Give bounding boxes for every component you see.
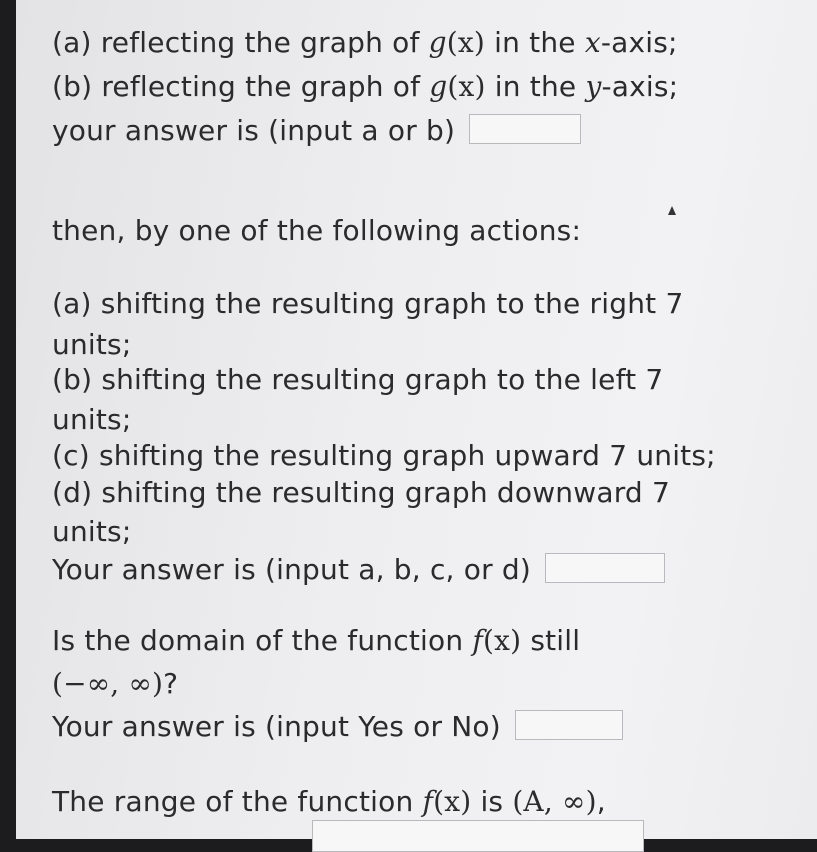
range-answer-input[interactable] [312,820,644,852]
domain-question [52,624,580,658]
range-interval: (A, ∞) [512,785,597,818]
question-mark: ? [163,667,179,700]
shift-option-c: (c) shifting the resulting graph upward 7 units; [52,439,716,472]
mouse-cursor-icon [668,206,676,215]
domain-answer-row [52,710,623,744]
reflect-answer-prompt: your answer is (input a or b) [52,114,456,147]
function-arg: (x) [482,624,522,657]
worksheet-page [16,0,817,839]
reflect-option-a [52,26,678,60]
range-question-text: The range of the function [52,785,423,818]
function-arg: (x) [433,785,472,818]
range-question [52,785,606,819]
reflect-answer-input[interactable] [469,114,581,144]
reflect-option-b-end: -axis; [601,70,679,103]
shift-option-d-cont: units; [52,515,132,548]
shift-option-d: (d) shifting the resulting graph downward 7 [52,476,671,509]
reflect-option-b [52,70,678,104]
function-arg: (x) [446,26,486,59]
axis-name: y [585,70,602,103]
shift-option-a-cont: units; [52,328,132,361]
function-arg: (x) [447,70,486,103]
shift-option-a: (a) shifting the resulting graph to the right 7 [52,287,684,320]
range-question-end: , [596,785,606,818]
axis-name: x [584,26,601,59]
shift-option-b: (b) shifting the resulting graph to the left 7 [52,363,664,396]
domain-question-text: Is the domain of the function [52,624,473,657]
domain-answer-prompt: Your answer is (input Yes or No) [52,710,501,743]
function-name: g [428,26,447,59]
reflect-option-a-text: (a) reflecting the graph of [52,26,429,59]
shift-answer-prompt: Your answer is (input a, b, c, or d) [52,553,531,586]
reflect-option-b-mid: in the [485,70,586,103]
reflect-answer-row [52,114,581,148]
domain-question-end: still [521,624,581,657]
function-name: g [429,70,448,103]
function-name: f [472,624,483,657]
shift-answer-input[interactable] [545,553,665,583]
shift-answer-row [52,553,665,587]
range-question-mid: is [471,785,513,818]
function-name: f [422,785,434,818]
domain-answer-input[interactable] [515,710,623,740]
shift-option-b-cont: units; [52,403,132,436]
reflect-option-a-mid: in the [485,26,585,59]
reflect-option-a-end: -axis; [600,26,678,59]
domain-interval: (−∞, ∞) [52,667,164,700]
domain-interval-row [52,667,178,701]
shift-intro: then, by one of the following actions: [52,214,582,247]
reflect-option-b-text: (b) reflecting the graph of [52,70,430,103]
